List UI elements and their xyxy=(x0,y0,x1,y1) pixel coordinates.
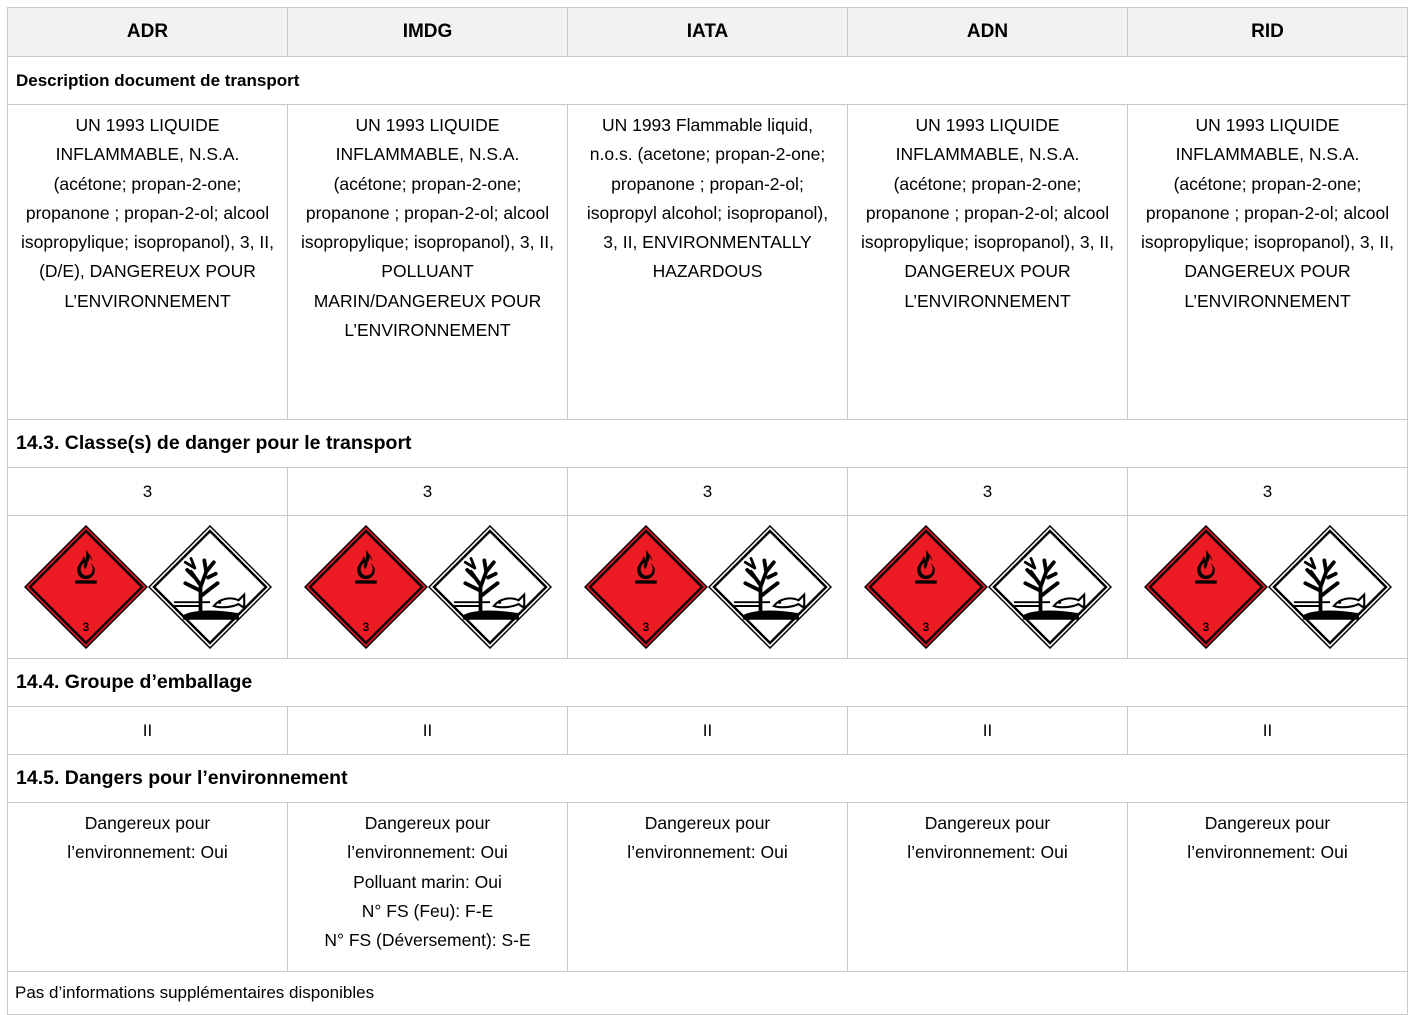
description-cell-iata: UN 1993 Flammable liquid, n.o.s. (acetone; propan-2-one; propanone ; propan-2-ol; isopropyl alcohol; isopropanol), 3, II, ENVIRONMENTALLY HAZARDOUS xyxy=(568,105,848,420)
hazard-class-iata: 3 xyxy=(568,468,848,516)
pictogram-cell xyxy=(1128,516,1408,659)
hazard-class-adr: 3 xyxy=(8,468,288,516)
pictogram-group xyxy=(8,525,287,649)
description-cell-adn: UN 1993 LIQUIDE INFLAMMABLE, N.S.A. (acétone; propan-2-one; propanone ; propan-2-ol; alcool isopropylique; isopropanol), 3, II, DANGEREUX POUR L’ENVIRONNEMENT xyxy=(848,105,1128,420)
transport-info-table xyxy=(7,7,1408,1015)
column-header-adr: ADR xyxy=(8,8,288,57)
environment-hazard-pictogram xyxy=(148,525,272,649)
hazard-class-rid: 3 xyxy=(1128,468,1408,516)
hazard-class-adn: 3 xyxy=(848,468,1128,516)
flammable-liquid-pictogram xyxy=(304,525,428,649)
column-header-adn: ADN xyxy=(848,8,1128,57)
pictogram-cell xyxy=(848,516,1128,659)
ems-fire-text: N° FS (Feu): F-E xyxy=(361,900,494,921)
pictogram-group xyxy=(1128,525,1407,649)
environment-cell-adn xyxy=(848,803,1128,972)
hazard-class-imdg: 3 xyxy=(288,468,568,516)
environment-text: Dangereux pour l’environnement: Oui xyxy=(907,813,1068,863)
description-cell-rid: UN 1993 LIQUIDE INFLAMMABLE, N.S.A. (acétone; propan-2-one; propanone ; propan-2-ol; alcool isopropylique; isopropanol), 3, II, DANGEREUX POUR L’ENVIRONNEMENT xyxy=(1128,105,1408,420)
packing-group-imdg: II xyxy=(288,707,568,755)
class-number-label: 3 xyxy=(642,620,649,634)
header-row xyxy=(8,8,1408,57)
environment-text: Dangereux pour l’environnement: Oui xyxy=(627,813,788,863)
marine-pollutant-text: Polluant marin: Oui xyxy=(353,871,502,892)
description-cell-imdg: UN 1993 LIQUIDE INFLAMMABLE, N.S.A. (acétone; propan-2-one; propanone ; propan-2-ol; alcool isopropylique; isopropanol), 3, II, POLLUANT MARIN/DANGEREUX POUR L’ENVIRONNEMENT xyxy=(288,105,568,420)
pictogram-group xyxy=(288,525,567,649)
packing-group-rid: II xyxy=(1128,707,1408,755)
additional-info-text: Pas d’informations supplémentaires disponibles xyxy=(8,972,1408,1015)
section-row xyxy=(8,420,1408,468)
packing-group-row xyxy=(8,707,1408,755)
column-header-imdg: IMDG xyxy=(288,8,568,57)
pictogram-row xyxy=(8,516,1408,659)
flammable-liquid-pictogram xyxy=(864,525,988,649)
hazard-class-row xyxy=(8,468,1408,516)
section-title-description: Description document de transport xyxy=(8,57,1408,105)
flammable-liquid-pictogram xyxy=(1144,525,1268,649)
environment-row xyxy=(8,803,1408,972)
section-title-packing: 14.4. Groupe d’emballage xyxy=(8,659,1408,707)
environment-hazard-pictogram xyxy=(708,525,832,649)
environment-hazard-pictogram xyxy=(428,525,552,649)
environment-text: Dangereux pour l’environnement: Oui xyxy=(347,813,508,863)
packing-group-adr: II xyxy=(8,707,288,755)
description-cell-adr: UN 1993 LIQUIDE INFLAMMABLE, N.S.A. (acétone; propan-2-one; propanone ; propan-2-ol; alcool isopropylique; isopropanol), 3, II, (D/E), DANGEREUX POUR L’ENVIRONNEMENT xyxy=(8,105,288,420)
pictogram-cell xyxy=(568,516,848,659)
ems-spillage-text: N° FS (Déversement): S-E xyxy=(324,930,531,951)
class-number-label: 3 xyxy=(1202,620,1209,634)
packing-group-iata: II xyxy=(568,707,848,755)
environment-cell-adr xyxy=(8,803,288,972)
environment-cell-imdg xyxy=(288,803,568,972)
section-title-classes: 14.3. Classe(s) de danger pour le transport xyxy=(8,420,1408,468)
column-header-rid: RID xyxy=(1128,8,1408,57)
flammable-liquid-pictogram xyxy=(24,525,148,649)
section-row xyxy=(8,755,1408,803)
section-row xyxy=(8,57,1408,105)
environment-hazard-pictogram xyxy=(988,525,1112,649)
environment-hazard-pictogram xyxy=(1268,525,1392,649)
pictogram-group xyxy=(848,525,1127,649)
flammable-liquid-pictogram xyxy=(584,525,708,649)
class-number-label: 3 xyxy=(362,620,369,634)
environment-cell-rid xyxy=(1128,803,1408,972)
class-number-label: 3 xyxy=(922,620,929,634)
class-number-label: 3 xyxy=(82,620,89,634)
pictogram-cell xyxy=(288,516,568,659)
footer-row xyxy=(8,972,1408,1015)
column-header-iata: IATA xyxy=(568,8,848,57)
pictogram-cell xyxy=(8,516,288,659)
environment-cell-iata xyxy=(568,803,848,972)
section-row xyxy=(8,659,1408,707)
packing-group-adn: II xyxy=(848,707,1128,755)
section-title-environment: 14.5. Dangers pour l’environnement xyxy=(8,755,1408,803)
environment-text: Dangereux pour l’environnement: Oui xyxy=(1187,813,1348,863)
description-row xyxy=(8,105,1408,420)
environment-text: Dangereux pour l’environnement: Oui xyxy=(67,813,228,863)
pictogram-group xyxy=(568,525,847,649)
